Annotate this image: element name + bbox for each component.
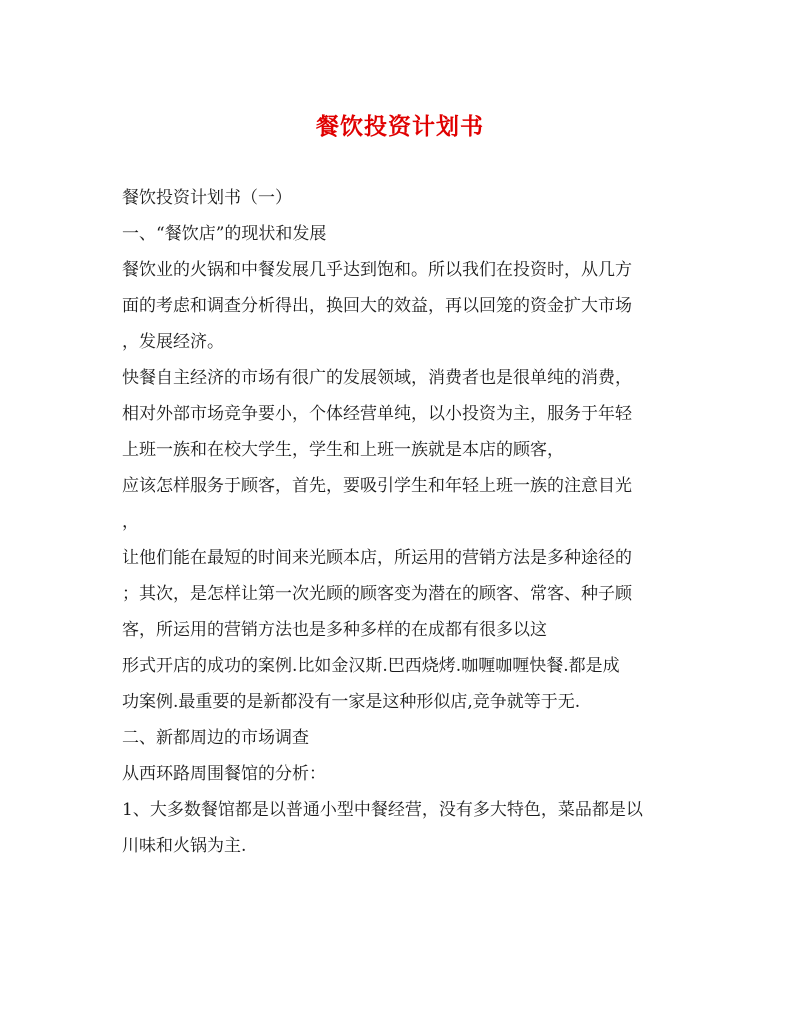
body-line: 从西环路周围餐馆的分析： xyxy=(122,764,326,784)
body-line: 客，所运用的营销方法也是多种多样的在成都有很多以这 xyxy=(122,620,547,640)
document-body xyxy=(122,180,682,864)
body-line: 功案例.最重要的是新都没有一家是这种形似店,竞争就等于无. xyxy=(122,692,581,712)
body-line: 餐饮业的火锅和中餐发展几乎达到饱和。所以我们在投资时，从几方 xyxy=(122,260,632,280)
body-line: 相对外部市场竞争要小，个体经营单纯，以小投资为主，服务于年轻 xyxy=(122,404,632,424)
body-line: ；其次，是怎样让第一次光顾的顾客变为潜在的顾客、常客、种子顾 xyxy=(122,584,632,604)
body-line: 川味和火锅为主. xyxy=(122,836,247,856)
body-line: 快餐自主经济的市场有很广的发展领域，消费者也是很单纯的消费， xyxy=(122,368,632,388)
body-line: 二、新都周边的市场调查 xyxy=(122,728,309,748)
body-line: 餐饮投资计划书（一） xyxy=(122,188,292,208)
body-line: 形式开店的成功的案例.比如金汉斯.巴西烧烤.咖喱咖喱快餐.都是成 xyxy=(122,656,620,676)
body-line: 一、“餐饮店”的现状和发展 xyxy=(122,224,327,244)
body-line: ， xyxy=(122,512,139,532)
body-line: 让他们能在最短的时间来光顾本店，所运用的营销方法是多种途径的 xyxy=(122,548,632,568)
body-line: 上班一族和在校大学生，学生和上班一族就是本店的顾客， xyxy=(122,440,564,460)
body-line: ，发展经济。 xyxy=(122,332,224,352)
body-line: 应该怎样服务于顾客，首先，要吸引学生和年轻上班一族的注意目光 xyxy=(122,476,632,496)
body-line: 1、大多数餐馆都是以普通小型中餐经营，没有多大特色，菜品都是以 xyxy=(122,800,643,820)
document-title: 餐饮投资计划书 xyxy=(316,113,484,140)
body-line: 面的考虑和调查分析得出，换回大的效益，再以回笼的资金扩大市场 xyxy=(122,296,632,316)
